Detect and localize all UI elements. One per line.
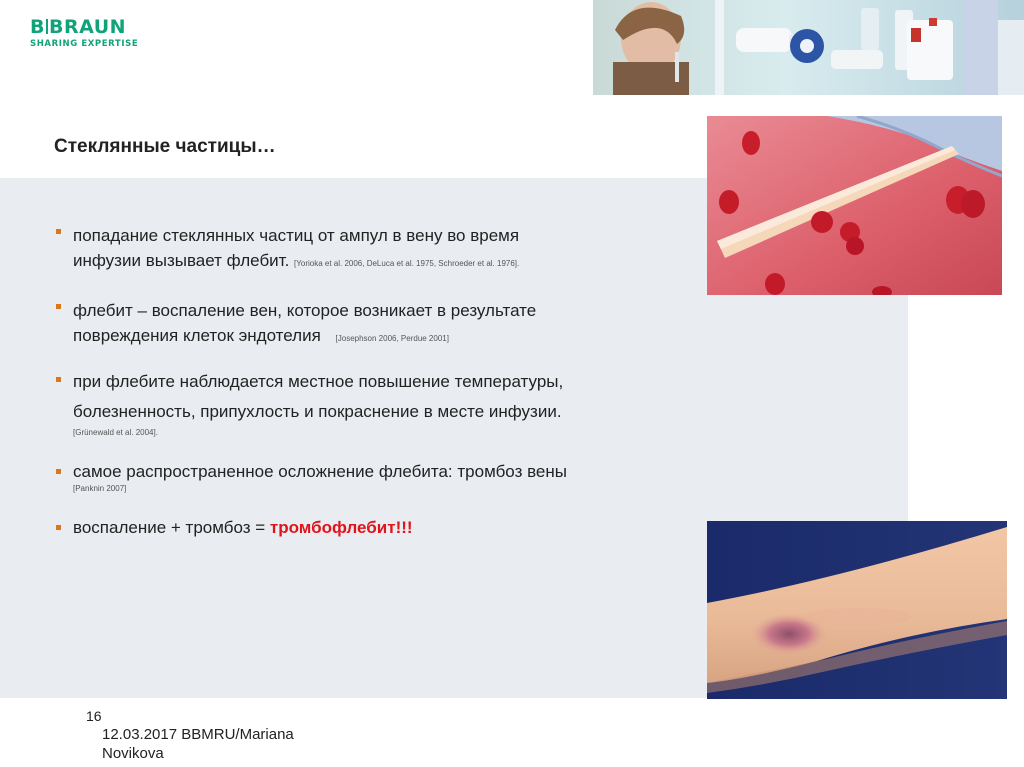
brand-wordmark: B BRAUN xyxy=(30,16,127,38)
bullet-line: болезненность, припухлость и покраснение в месте инфузии. xyxy=(73,402,562,421)
header-photo xyxy=(593,0,1024,95)
citation: [Yorioka et al. 2006, DeLuca et al. 1975, Schroeder et al. 1976]. xyxy=(294,259,520,268)
bullet-item xyxy=(56,223,676,276)
bullet-marker xyxy=(56,377,61,382)
page-number: 16 xyxy=(86,708,102,724)
footer-line: 12.03.2017 BBMRU/Mariana xyxy=(102,726,294,743)
slide-title: Стеклянные частицы… xyxy=(54,136,276,157)
citation: [Panknin 2007] xyxy=(73,484,127,493)
bullet-item xyxy=(56,517,676,539)
glass-shard-illustration xyxy=(707,116,1002,295)
citation: [Grünewald et al. 2004]. xyxy=(73,428,158,437)
phlebitis-arm-photo xyxy=(707,521,1007,699)
bullet-item xyxy=(56,298,676,351)
bullet-line: самое распространенное осложнение флебита: тромбоз вены xyxy=(73,462,567,481)
bullet-marker xyxy=(56,229,61,234)
bullet-line: воспаление + тромбоз = xyxy=(73,518,266,537)
bullet-line: флебит – воспаление вен, которое возникает в результате xyxy=(73,301,537,320)
braun-logo xyxy=(30,16,138,49)
bullet-line: при флебите наблюдается местное повышение температуры, xyxy=(73,372,564,391)
bullet-line: повреждения клеток эндотелия xyxy=(73,326,321,345)
bullet-list xyxy=(56,223,676,539)
bullet-marker xyxy=(56,525,61,530)
citation: [Josephson 2006, Perdue 2001] xyxy=(335,334,449,343)
bullet-marker xyxy=(56,469,61,474)
bullet-marker xyxy=(56,304,61,309)
bullet-line: попадание стеклянных частиц от ампул в вену во время xyxy=(73,226,520,245)
brand-tagline: SHARING EXPERTISE xyxy=(30,39,139,49)
thrombophlebitis-highlight: тромбофлебит!!! xyxy=(269,518,413,537)
bullet-item xyxy=(56,367,676,439)
bullet-item xyxy=(56,461,676,495)
footer-line: Novikova xyxy=(102,745,164,762)
footer-info xyxy=(102,725,352,763)
bullet-line: инфузии вызывает флебит. xyxy=(73,251,290,270)
